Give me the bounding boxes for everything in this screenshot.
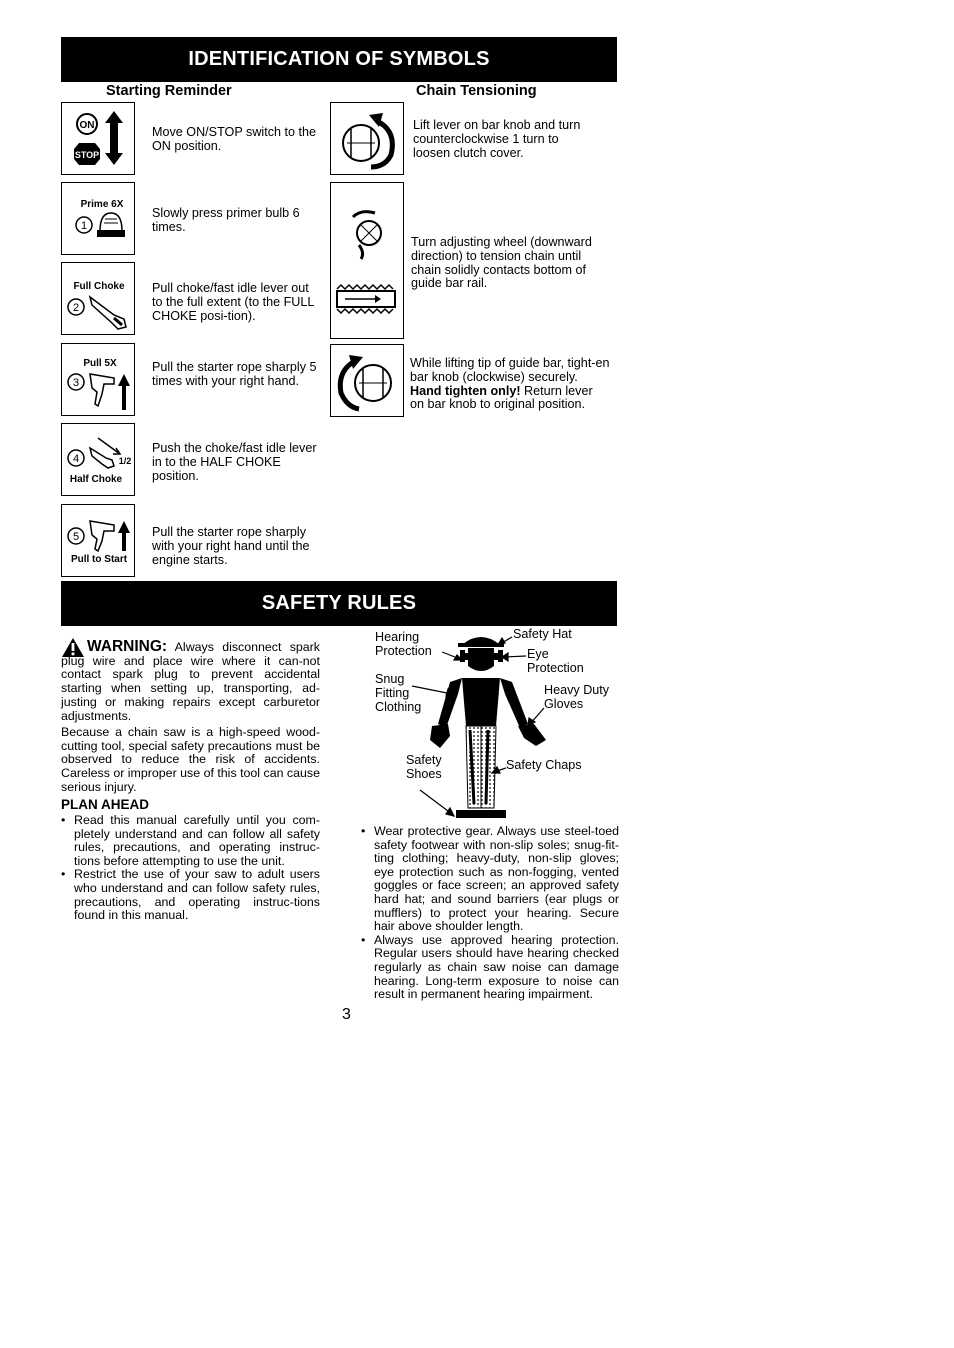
svg-text:3: 3: [72, 377, 80, 389]
full-choke-icon: [61, 262, 135, 335]
step-text: Push the choke/fast idle lever in to the HALF CHOKE position.: [152, 441, 317, 483]
step-text: Pull the starter rope sharply 5 times with your right hand.: [152, 360, 317, 388]
section-title: SAFETY RULES: [261, 592, 417, 614]
list-item: • Always use approved hearing protection. Regular users should have hearing checked regularly as chain saw noise can damage hearing. Long-term exposure to noise can result in permanent hearing impairment.: [361, 934, 619, 1002]
on-stop-switch-icon: [61, 102, 135, 175]
step-text: Move ON/STOP switch to the ON position.: [152, 125, 317, 153]
safety-chaps-label: Safety Chaps: [506, 758, 582, 772]
step-text: Slowly press primer bulb 6 times.: [152, 206, 300, 234]
primer-bulb-icon: [61, 182, 135, 255]
svg-text:2: 2: [72, 302, 80, 314]
svg-text:ON: ON: [79, 120, 95, 131]
list-item: • Read this manual carefully until you com-pletely understand and can follow all safety rules, precautions, and operating instruc-tions before attempting to use the unit.: [61, 814, 320, 868]
section-title: IDENTIFICATION OF SYMBOLS: [188, 48, 490, 70]
bar-knob-loosen-icon: [330, 102, 404, 175]
half-choke-icon: [61, 423, 135, 496]
gloves-label: Heavy Duty Gloves: [544, 683, 610, 711]
safety-shoes-label: Safety Shoes: [406, 753, 442, 781]
svg-text:Pull to Start: Pull to Start: [70, 554, 128, 565]
svg-text:Half Choke: Half Choke: [69, 474, 123, 485]
svg-text:STOP: STOP: [74, 150, 100, 160]
svg-text:Full Choke: Full Choke: [73, 281, 125, 292]
list-item: • Wear protective gear. Always use steel-toed safety footwear with non-slip soles; snug-fit-ting clothing; heavy-duty, non-slip gloves; eye protection such as non-fogging, vented goggles or face screen; an approved safety hard hat; and sound barriers (ear plugs or mufflers) to protect your hearing. Secure hair above shoulder length.: [361, 825, 619, 934]
chain-step-text: While lifting tip of guide bar, tight-en bar knob (clockwise) securely. Hand tighten only! Return lever on bar knob to original position.: [410, 356, 610, 412]
chain-step-text: Turn adjusting wheel (downward direction) to tension chain until chain solidly contacts bottom of guide bar rail.: [411, 235, 592, 291]
chain-step-text: Lift lever on bar knob and turn counterclockwise 1 turn to loosen clutch cover.: [413, 118, 581, 160]
eye-protection-label: Eye Protection: [527, 647, 584, 675]
plan-ahead-list: [61, 814, 320, 923]
snug-clothing-label: Snug Fitting Clothing: [375, 672, 422, 714]
step-text: Pull choke/fast idle lever out to the full extent (to the FULL CHOKE posi-tion).: [152, 281, 314, 323]
page-number: 3: [342, 1006, 351, 1023]
step-text: Pull the starter rope sharply with your right hand until the engine starts.: [152, 525, 310, 567]
svg-text:1/2: 1/2: [118, 456, 132, 466]
hearing-protection-label: Hearing Protection: [375, 630, 432, 658]
svg-text:1: 1: [80, 220, 88, 232]
warning-label: WARNING:: [87, 638, 168, 655]
adjusting-wheel-icon: [330, 182, 404, 339]
protective-gear-list: [361, 825, 619, 1002]
list-item: • Restrict the use of your saw to adult users who understand and can follow safety rules, precautions, and operating instruc-tions found in this manual.: [61, 868, 320, 922]
pull-to-start-icon: [61, 504, 135, 577]
svg-text:Pull 5X: Pull 5X: [83, 358, 117, 369]
svg-text:5: 5: [72, 531, 80, 543]
svg-text:Prime 6X: Prime 6X: [80, 199, 124, 210]
protective-gear-figure: [360, 626, 620, 822]
intro-paragraph: Because a chain saw is a high-speed wood-cutting tool, special safety precautions must be observed to reduce the risk of accidents. Careless or improper use of this tool can cause serious injury.: [61, 725, 320, 794]
plan-ahead-heading: PLAN AHEAD: [61, 797, 150, 812]
safety-hat-label: Safety Hat: [513, 627, 572, 641]
identification-of-symbols-banner: [61, 37, 617, 82]
safety-rules-banner: [61, 581, 617, 626]
svg-text:4: 4: [72, 453, 80, 465]
chain-tensioning-heading: Chain Tensioning: [416, 83, 537, 99]
pull-rope-icon: [61, 343, 135, 416]
starting-reminder-heading: Starting Reminder: [106, 83, 232, 99]
bar-knob-tighten-icon: [330, 344, 404, 417]
warning-paragraph: WARNING: Always disconnect spark plug wire and place wire where it can-not contact spark plug to prevent accidental starting when setting up, transporting, ad-justing or making repairs except carburetor adjustments.: [61, 638, 320, 723]
